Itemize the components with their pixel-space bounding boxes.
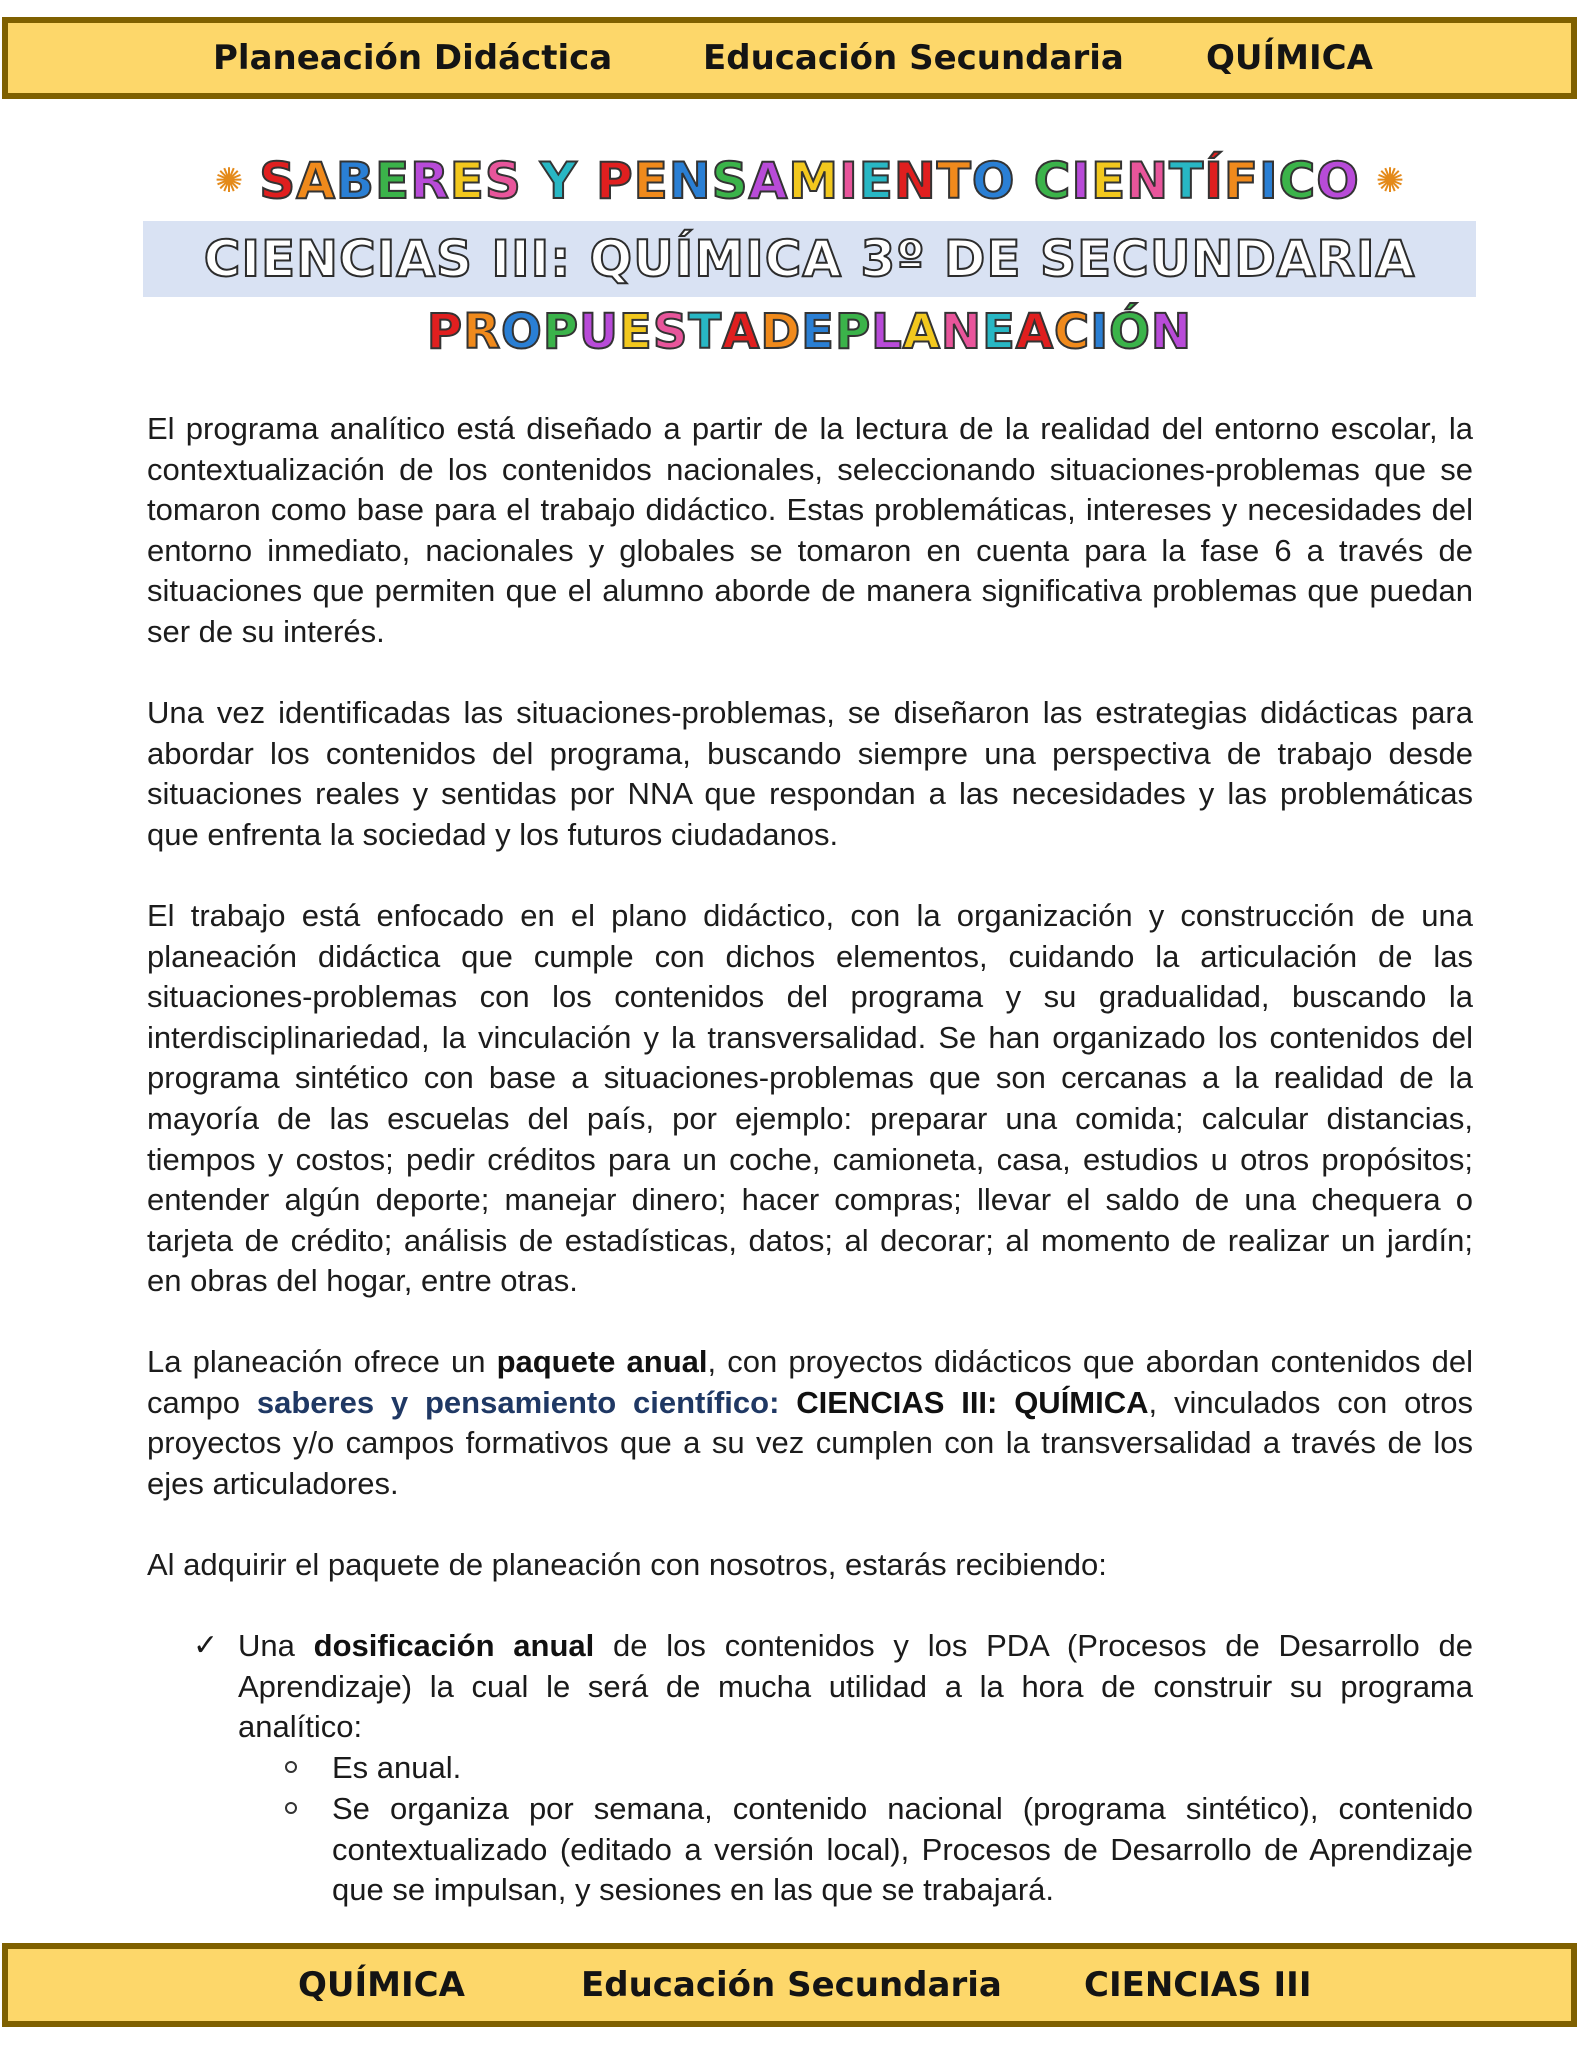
title-line-1 <box>143 150 1476 212</box>
text-span: de los contenidos y los PDA (Procesos de Desarrollo de Aprendizaje) la cual le será de mucha utilidad a la hora de construir su programa analítico: <box>238 1628 1473 1745</box>
sun-icon: ✺ <box>214 162 244 200</box>
text-span: , con proyectos didácticos que abordan contenidos del campo <box>147 1344 1473 1420</box>
title-letter: M <box>788 152 840 210</box>
paragraph-receiving: Al adquirir el paquete de planeación con nosotros, estarás recibiendo: <box>147 1547 1107 1582</box>
title-letter: U <box>579 304 620 360</box>
title-letter: A <box>296 152 336 210</box>
title-letter: E <box>449 152 485 210</box>
title-letter: S <box>652 304 689 360</box>
title-letter: T <box>1169 152 1205 210</box>
title-letter: E <box>858 152 894 210</box>
title-letter: R <box>410 152 450 210</box>
title-letter: E <box>982 304 1016 360</box>
field-name: saberes y pensamiento científico: <box>256 1384 780 1420</box>
title-letter: N <box>1126 152 1170 210</box>
title-letter: P <box>426 304 464 360</box>
title-line-2: CIENCIAS III: QUÍMICA 3º DE SECUNDARIA <box>143 221 1476 297</box>
title-letter: A <box>748 152 789 210</box>
text-span: La planeación ofrece un <box>147 1344 497 1379</box>
text-span: , vinculados con otros proyectos y/o campos formativos que a su vez cumplen con la transversalidad a través de los ejes articuladores. <box>147 1384 1473 1501</box>
title-letter: S <box>484 152 522 210</box>
title-letter: N <box>893 152 937 210</box>
sun-icon: ✺ <box>1375 162 1405 200</box>
title-letter <box>522 152 540 210</box>
title-letter: T <box>936 152 972 210</box>
text-span: Una <box>238 1628 314 1663</box>
header-center: Educación Secundaria <box>703 38 1124 78</box>
bold-text: paquete anual <box>496 1344 708 1379</box>
title-letter: E <box>375 152 411 210</box>
title-letter: P <box>834 304 872 360</box>
paragraph-package <box>147 1342 1473 1504</box>
title-letter: O <box>1316 152 1360 210</box>
checkmark-icon: ✓ <box>193 1629 219 1662</box>
paragraph-work-focus: El trabajo está enfocado en el plano didáctico, con la organización y construcción de una planeación didáctica que cumple con dichos elementos, cuidando la articulación de las situaciones-problemas con los contenidos del programa y su gradualidad, buscando la interdisciplinariedad, la vinculación y la transversalidad. Se han organizado los contenidos del programa sintético con base a situaciones-problemas que son cercanas a la realidad de la mayoría de las escuelas del país, por ejemplo: preparar una comida; calcular distancias, tiempos y costos; pedir créditos para un coche, camioneta, casa, estudios u otros propósitos; entender algún deporte; manejar dinero; hacer compras; llevar el saldo de una chequera o tarjeta de crédito; análisis de estadísticas, datos; al decorar; al momento de realizar un jardín; en obras del hogar, entre otras. <box>147 898 1473 1299</box>
bold-text: dosificación anual <box>313 1628 595 1663</box>
title-letter: N <box>668 152 712 210</box>
circle-bullet-icon <box>285 1802 297 1814</box>
title-letter: D <box>760 304 802 360</box>
title-letter: Ó <box>1109 304 1151 360</box>
title-letter: P <box>595 152 634 210</box>
circle-bullet-icon <box>285 1761 297 1773</box>
title-letter: A <box>1015 304 1055 360</box>
footer-right: CIENCIAS III <box>1084 1965 1312 2005</box>
header-right: QUÍMICA <box>1206 38 1373 78</box>
title-letter: E <box>619 304 653 360</box>
paragraph-intro: El programa analítico está diseñado a partir de la lectura de la realidad del entorno escolar, la contextualización de los contenidos nacionales, seleccionando situaciones-problemas que se tomaron como base para el trabajo didáctico. Estas problemáticas, intereses y necesidades del entorno inmediato, nacionales y globales se tomaron en cuenta para la fase 6 a través de situaciones que permiten que el alumno aborde de manera significativa problemas que puedan ser de su interés. <box>147 411 1473 649</box>
footer-center: Educación Secundaria <box>581 1965 1002 2005</box>
footer-band <box>2 1943 1577 2027</box>
title-letter: C <box>1033 152 1072 210</box>
title-letter: P <box>542 304 580 360</box>
title-letter: Í <box>1204 152 1224 210</box>
title-letter: A <box>722 304 761 360</box>
paragraph-strategies: Una vez identificadas las situaciones-problemas, se diseñaron las estrategias didácticas para abordar los contenidos del programa, buscando siempre una perspectiva de trabajo desde situaciones reales y sentidas por NNA que respondan a las necesidades y las problemáticas que enfrenta la sociedad y los futuros ciudadanos. <box>147 695 1473 852</box>
title-letter: E <box>1091 152 1127 210</box>
subject-name: CIENCIAS III: QUÍMICA <box>779 1384 1149 1420</box>
title-letter <box>1015 152 1033 210</box>
title-letter: F <box>1223 152 1259 210</box>
header-left: Planeación Didáctica <box>213 38 613 78</box>
title-letter: I <box>1071 152 1092 210</box>
title-letter: B <box>335 152 376 210</box>
title-letter: S <box>711 152 749 210</box>
title-letter: E <box>633 152 669 210</box>
title-letter: I <box>1258 152 1279 210</box>
header-band <box>2 17 1577 99</box>
list-item-text <box>238 1626 1473 1748</box>
footer-left: QUÍMICA <box>298 1965 465 2005</box>
title-letter: C <box>1278 152 1317 210</box>
title-letter: I <box>839 152 859 210</box>
title-letter: Y <box>540 152 578 210</box>
title-letter: R <box>463 304 502 360</box>
title-letter: O <box>971 152 1016 210</box>
title-letter <box>578 152 596 210</box>
title-letter: O <box>501 304 543 360</box>
title-line-3 <box>143 302 1476 362</box>
title-letter: I <box>1090 304 1110 360</box>
title-letter: C <box>1054 304 1091 360</box>
title-letter: N <box>1150 304 1193 360</box>
title-rainbow-text <box>259 152 1360 210</box>
sub-list-text: Es anual. <box>332 1750 462 1785</box>
title-letter: E <box>801 304 835 360</box>
title-letter: N <box>940 304 983 360</box>
sub-list-text: Se organiza por semana, contenido nacional (programa sintético), contenido contextualizado (editado a versión local), Procesos de Desarrollo de Aprendizaje que se impulsan, y sesiones en las que se trabajará. <box>332 1791 1473 1908</box>
title-letter: T <box>688 304 723 360</box>
title-letter: S <box>259 152 297 210</box>
title-letter: A <box>902 304 941 360</box>
title-letter: L <box>871 304 903 360</box>
